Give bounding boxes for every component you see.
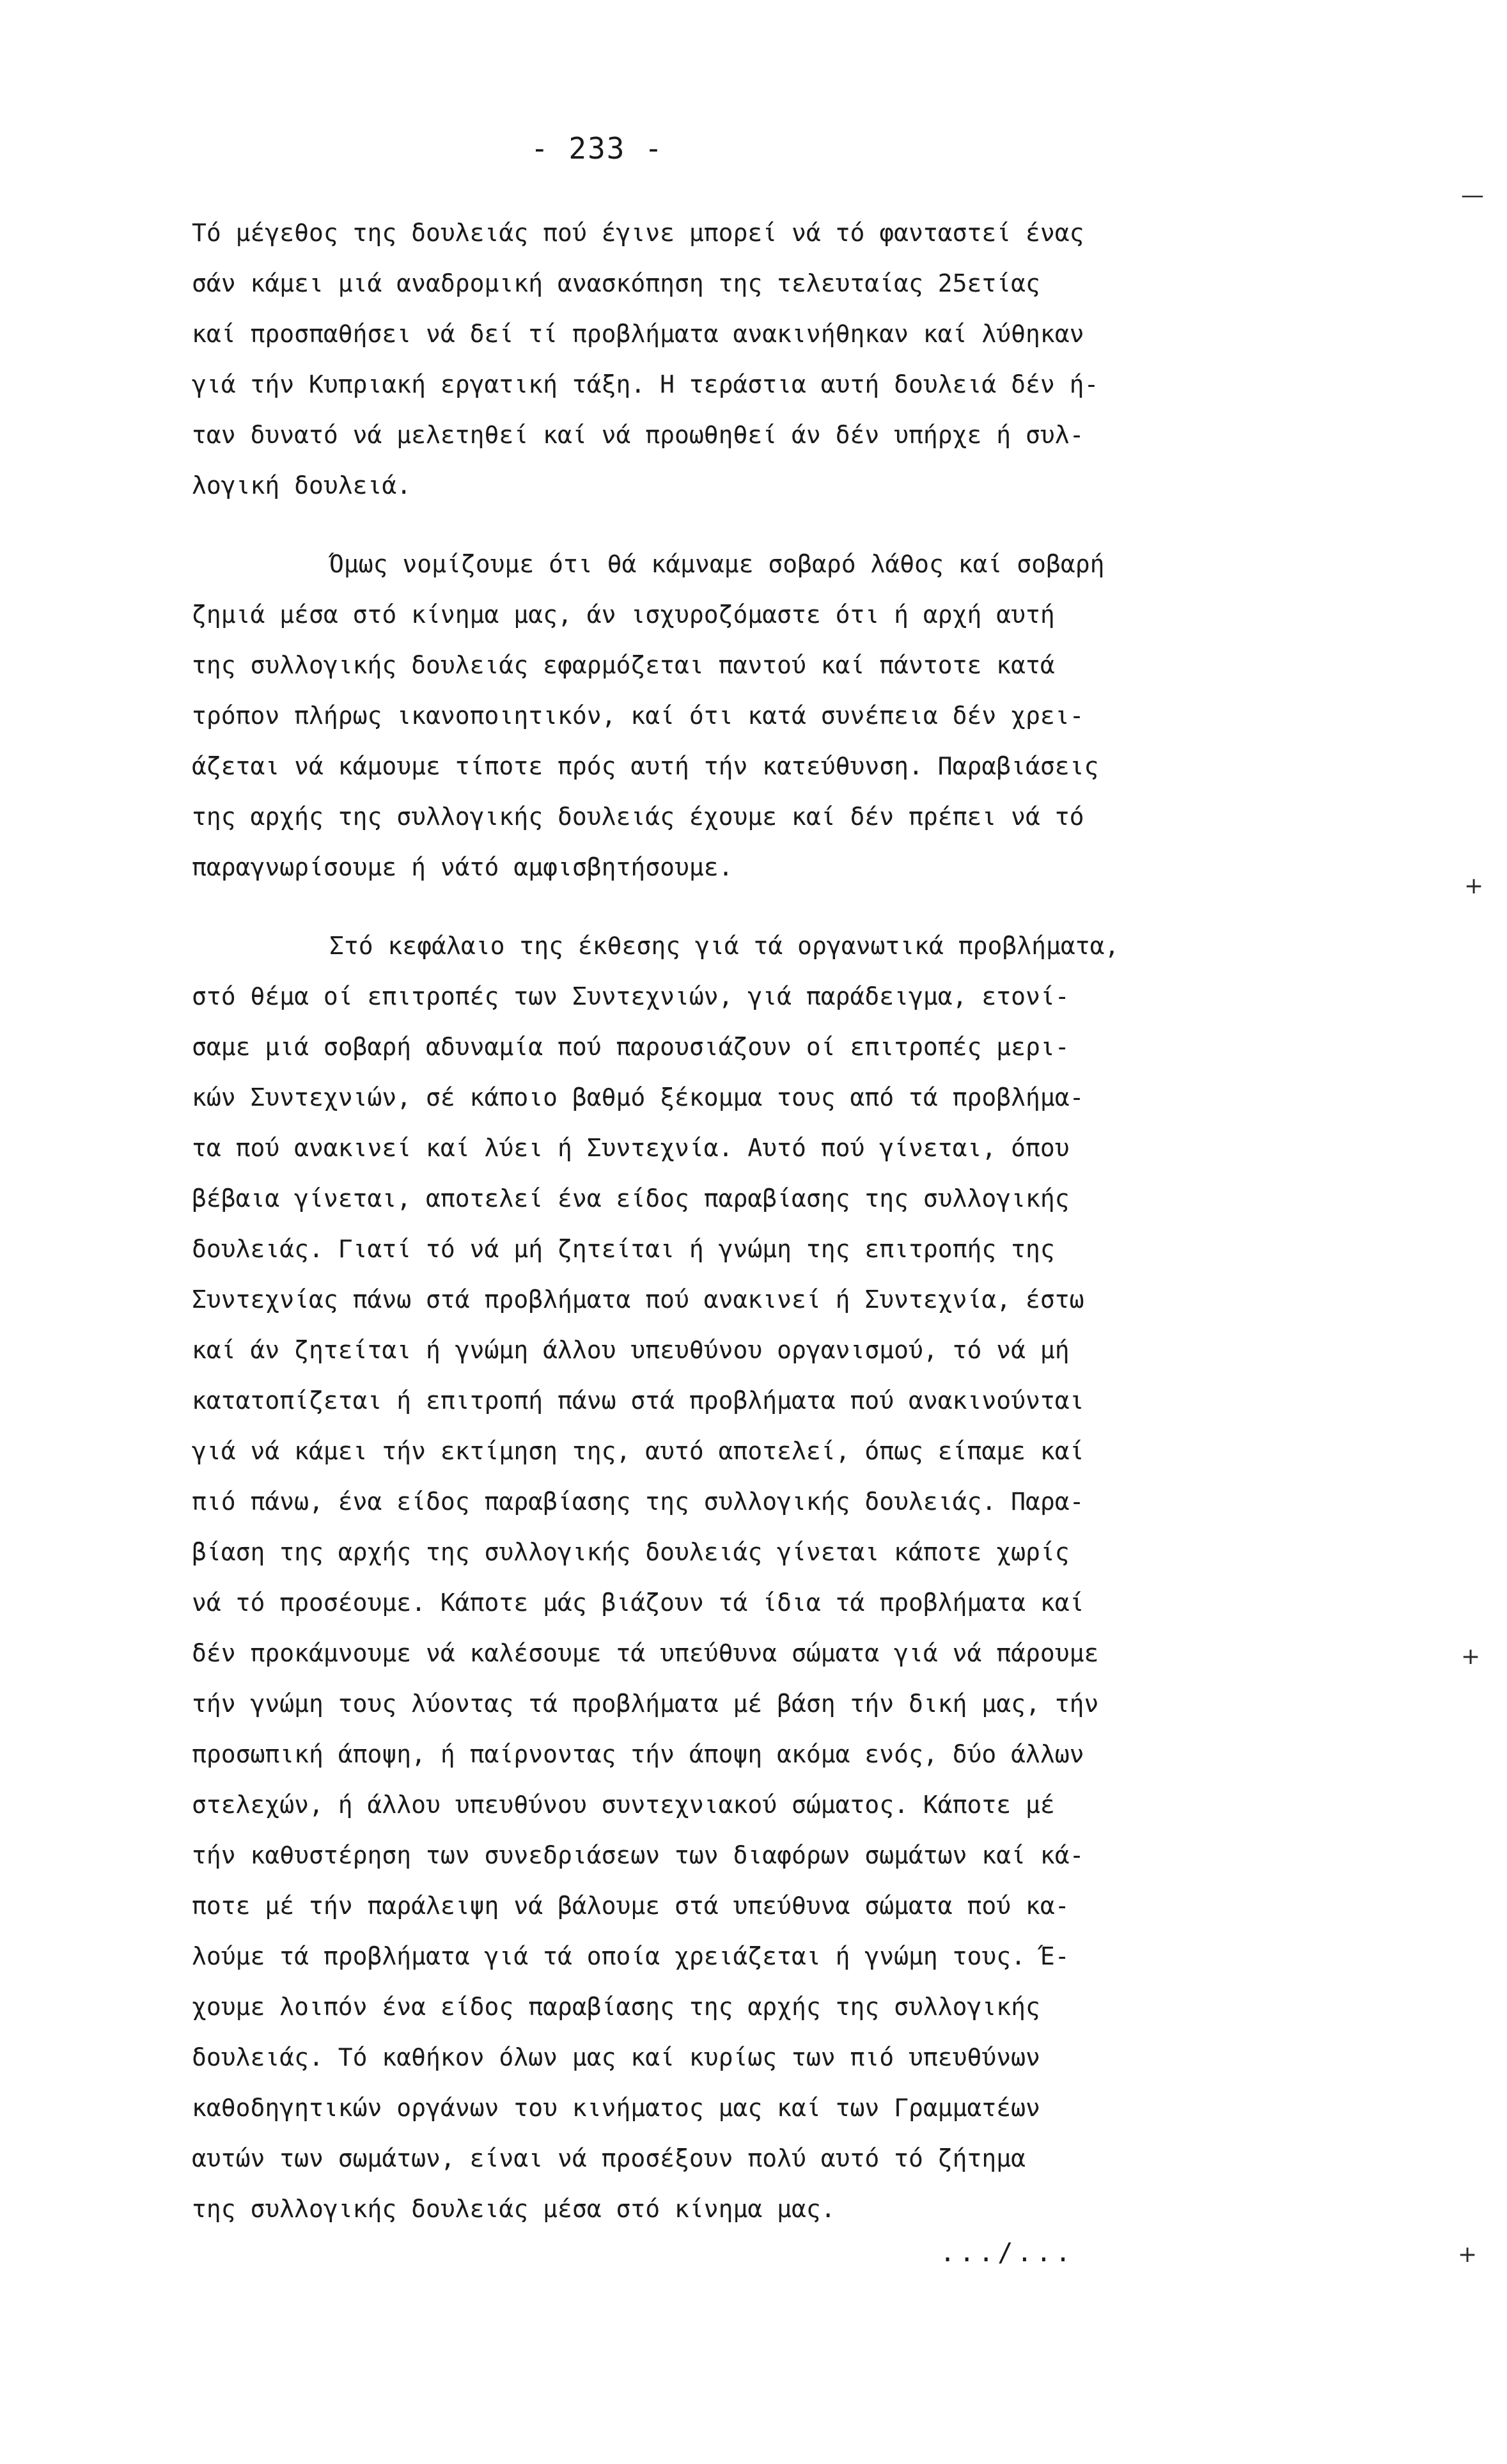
page-number: - 233 - (531, 131, 664, 166)
text-line: ζημιά μέσα στό κίνημα μας, άν ισχυροζόμαστε ότι ή αρχή αυτή (192, 600, 1055, 629)
text-line: τήν γνώμη τους λύοντας τά προβλήματα μέ βάση τήν δική μας, τήν (192, 1690, 1099, 1718)
margin-cross-mark: + (1461, 1644, 1481, 1670)
text-line: άζεται νά κάμουμε τίποτε πρός αυτή τήν κατεύθυνση. Παραβιάσεις (192, 752, 1099, 780)
text-line: στό θέμα οί επιτροπές των Συντεχνιών, γιά παράδειγμα, ετονί- (192, 982, 1070, 1010)
text-line: κών Συντεχνιών, σέ κάποιο βαθμό ξέκομμα τους από τά προβλήμα- (192, 1083, 1084, 1111)
text-line: Συντεχνίας πάνω στά προβλήματα πού ανακινεί ή Συντεχνία, έστω (192, 1285, 1084, 1314)
text-line: λούμε τά προβλήματα γιά τά οποία χρειάζεται ή γνώμη τους. Έ- (192, 1942, 1070, 1970)
text-line: καί άν ζητείται ή γνώμη άλλου υπευθύνου οργανισμού, τό νά μή (192, 1336, 1070, 1364)
text-line: δουλειάς. Γιατί τό νά μή ζητείται ή γνώμη της επιτροπής της (192, 1235, 1055, 1263)
margin-cross-mark: + (1458, 2241, 1478, 2268)
text-line: στελεχών, ή άλλου υπευθύνου συντεχνιακού σώματος. Κάποτε μέ (192, 1791, 1055, 1819)
text-line: ταν δυνατό νά μελετηθεί καί νά προωθηθεί άν δέν υπήρχε ή συλ- (192, 421, 1084, 449)
text-line: της συλλογικής δουλειάς μέσα στό κίνημα μας. (192, 2195, 836, 2223)
text-line: αυτών των σωμάτων, είναι νά προσέξουν πολύ αυτό τό ζήτημα (192, 2144, 1026, 2172)
text-line: Στό κεφάλαιο της έκθεσης γιά τά οργανωτικά προβλήματα, (329, 932, 1120, 960)
text-line: σαμε μιά σοβαρή αδυναμία πού παρουσιάζουν οί επιτροπές μερι- (192, 1033, 1070, 1061)
text-line: τήν καθυστέρηση των συνεδριάσεων των διαφόρων σωμάτων καί κά- (192, 1841, 1084, 1869)
text-line: χουμε λοιπόν ένα είδος παραβίασης της αρχής της συλλογικής (192, 1993, 1040, 2021)
text-line: δέν προκάμνουμε νά καλέσουμε τά υπεύθυνα σώματα γιά νά πάρουμε (192, 1639, 1099, 1667)
body-text (192, 208, 1292, 2234)
margin-cross-mark: + (1464, 873, 1484, 899)
paragraph (192, 539, 1292, 893)
text-line: Τό μέγεθος της δουλειάς πού έγινε μπορεί νά τό φανταστεί ένας (192, 219, 1084, 247)
text-line: προσωπική άποψη, ή παίρνοντας τήν άποψη ακόμα ενός, δύο άλλων (192, 1740, 1084, 1768)
continuation-mark: .../... (940, 2238, 1075, 2268)
paragraph-gap (192, 893, 1292, 921)
text-line: πιό πάνω, ένα είδος παραβίασης της συλλογικής δουλειάς. Παρα- (192, 1487, 1084, 1516)
text-line: τρόπον πλήρως ικανοποιητικόν, καί ότι κατά συνέπεια δέν χρει- (192, 702, 1084, 730)
text-line: Όμως νομίζουμε ότι θά κάμναμε σοβαρό λάθος καί σοβαρή (329, 550, 1105, 578)
text-line: ποτε μέ τήν παράλειψη νά βάλουμε στά υπεύθυνα σώματα πού κα- (192, 1892, 1070, 1920)
text-line: κατατοπίζεται ή επιτροπή πάνω στά προβλήματα πού ανακινούνται (192, 1386, 1084, 1415)
margin-tick-mark: — (1461, 182, 1484, 208)
text-line: της αρχής της συλλογικής δουλειάς έχουμε καί δέν πρέπει νά τό (192, 803, 1084, 831)
text-line: νά τό προσέουμε. Κάποτε μάς βιάζουν τά ίδια τά προβλήματα καί (192, 1589, 1084, 1617)
text-line: της συλλογικής δουλειάς εφαρμόζεται παντού καί πάντοτε κατά (192, 651, 1055, 679)
text-line: βίαση της αρχής της συλλογικής δουλειάς γίνεται κάποτε χωρίς (192, 1538, 1070, 1566)
text-line: καθοδηγητικών οργάνων του κινήματος μας καί των Γραμματέων (192, 2094, 1040, 2122)
text-line: σάν κάμει μιά αναδρομική ανασκόπηση της τελευταίας 25ετίας (192, 269, 1040, 297)
text-line: γιά νά κάμει τήν εκτίμηση της, αυτό αποτελεί, όπως είπαμε καί (192, 1437, 1084, 1465)
paragraph-gap (192, 511, 1292, 539)
text-line: δουλειάς. Τό καθήκον όλων μας καί κυρίως των πιό υπευθύνων (192, 2043, 1040, 2071)
paragraph (192, 921, 1292, 2234)
text-line: παραγνωρίσουμε ή νάτό αμφισβητήσουμε. (192, 853, 733, 881)
text-line: καί προσπαθήσει νά δεί τί προβλήματα ανακινήθηκαν καί λύθηκαν (192, 320, 1084, 348)
text-line: λογική δουλειά. (192, 471, 412, 499)
paragraph (192, 208, 1292, 511)
text-line: τα πού ανακινεί καί λύει ή Συντεχνία. Αυτό πού γίνεται, όπου (192, 1134, 1070, 1162)
text-line: βέβαια γίνεται, αποτελεί ένα είδος παραβίασης της συλλογικής (192, 1184, 1070, 1212)
text-line: γιά τήν Κυπριακή εργατική τάξη. Η τεράστια αυτή δουλειά δέν ή- (192, 370, 1099, 398)
